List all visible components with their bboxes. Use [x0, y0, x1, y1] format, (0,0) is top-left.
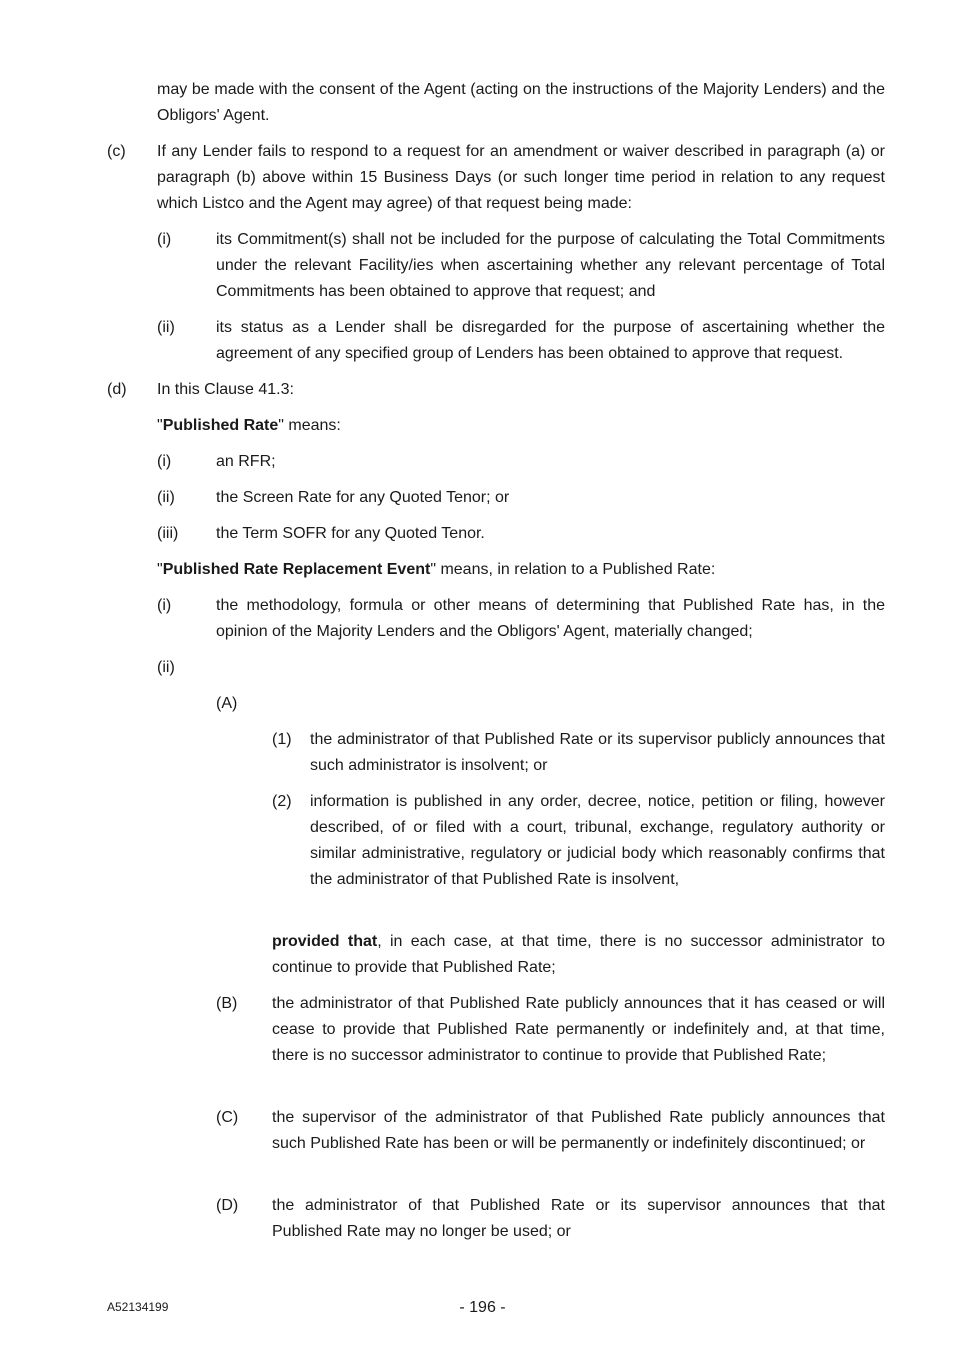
def1-iii-text: the Term SOFR for any Quoted Tenor. — [216, 525, 485, 542]
def-published-rate — [157, 413, 885, 439]
def2-quote: " — [157, 561, 163, 578]
def2-ii-label: (ii) — [157, 659, 175, 676]
def2-term: Published Rate Replacement Event — [162, 561, 431, 578]
def1-ii-text: the Screen Rate for any Quoted Tenor; or — [216, 489, 510, 506]
para-c-i-label: (i) — [157, 231, 172, 248]
sub-a-proviso — [272, 929, 885, 981]
sub-a-2-text: information is published in any order, decree, notice, petition or filing, however described, of or filed with a court, tribunal, exchange, regulatory authority or similar administrative, regulatory or judicial body which reasonably confirms that the administrator of that Published Rate is insolvent, — [310, 793, 885, 888]
def1-ii-label: (ii) — [157, 489, 175, 506]
sub-b-label: (B) — [216, 995, 238, 1012]
para-d-label: (d) — [107, 381, 127, 398]
def2-i-text: the methodology, formula or other means of determining that Published Rate has, in the opinion of the Majority Lenders and the Obligors' Agent, materially changed; — [216, 597, 885, 640]
sub-a-1-text: the administrator of that Published Rate or its supervisor publicly announces that such administrator is insolvent; or — [310, 731, 885, 774]
proviso-bold: provided that — [272, 933, 378, 950]
para-c-ii-label: (ii) — [157, 319, 175, 336]
def2-i-label: (i) — [157, 597, 172, 614]
def2-suffix: " means, in relation to a Published Rate: — [430, 561, 716, 578]
def-published-rate-replacement-event — [157, 557, 885, 583]
sub-a-1-label: (1) — [272, 731, 292, 748]
sub-a-label: (A) — [216, 695, 238, 712]
def1-quote: " — [157, 417, 163, 434]
def1-term: Published Rate — [162, 417, 279, 434]
def1-i-text: an RFR; — [216, 453, 276, 470]
sub-b-text: the administrator of that Published Rate publicly announces that it has ceased or will cease to provide that Published Rate permanently or indefinitely and, at that time, there is no successor administrator to continue to provide that Published Rate; — [272, 995, 885, 1064]
def1-i-label: (i) — [157, 453, 172, 470]
para-c-i-text: its Commitment(s) shall not be included for the purpose of calculating the Total Commitments under the relevant Facility/ies when ascertaining whether any relevant percentage of Total Commitments has been obtained to approve that request; and — [216, 231, 885, 300]
sub-c-text: the supervisor of the administrator of that Published Rate publicly announces that such Published Rate has been or will be permanently or indefinitely discontinued; or — [272, 1109, 885, 1152]
sub-c-label: (C) — [216, 1109, 239, 1126]
document-reference: A52134199 — [107, 1300, 169, 1314]
page-number: - 196 - — [459, 1299, 506, 1316]
sub-d-text: the administrator of that Published Rate or its supervisor announces that that Published Rate may no longer be used; or — [272, 1197, 885, 1240]
para-d-text: In this Clause 41.3: — [157, 381, 294, 398]
para-c-text: If any Lender fails to respond to a request for an amendment or waiver described in paragraph (a) or paragraph (b) above within 15 Business Days (or such longer time period in relation to any request which Listco and the Agent may agree) of that request being made: — [157, 143, 885, 212]
para-c-ii-text: its status as a Lender shall be disregarded for the purpose of ascertaining whether the agreement of any specified group of Lenders has been obtained to approve that request. — [216, 319, 885, 362]
def1-suffix: " means: — [278, 417, 341, 434]
def1-iii-label: (iii) — [157, 525, 179, 542]
sub-a-2-label: (2) — [272, 793, 292, 810]
continuation-paragraph: may be made with the consent of the Agent (acting on the instructions of the Majority Lenders) and the Obligors' Agent. — [157, 81, 885, 124]
sub-d-label: (D) — [216, 1197, 239, 1214]
para-c-label: (c) — [107, 143, 126, 160]
proviso-text: , in each case, at that time, there is no successor administrator to continue to provide that Published Rate; — [272, 933, 886, 976]
